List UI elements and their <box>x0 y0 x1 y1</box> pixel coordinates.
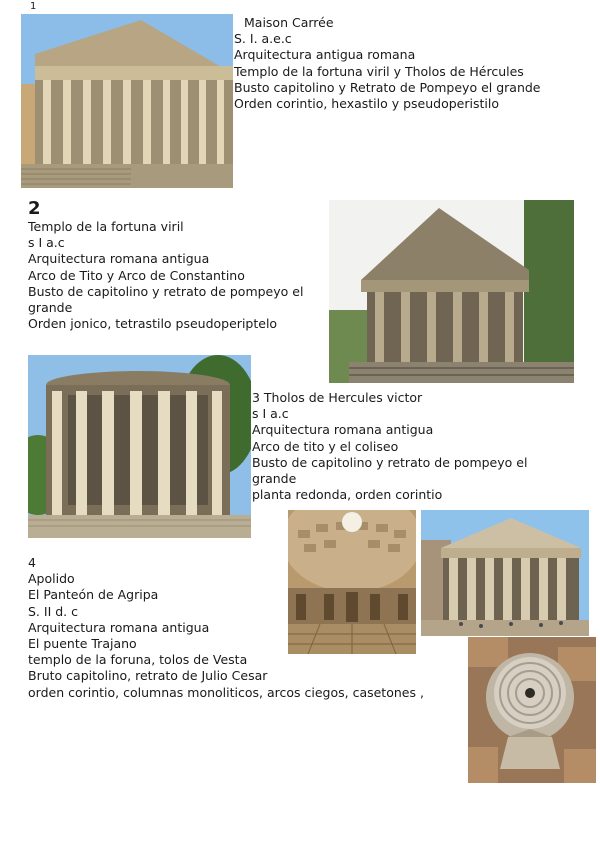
sculpture-line: Busto capitolino y Retrato de Pompeyo el grande <box>234 79 541 95</box>
title-line: Templo de la fortuna viril <box>28 219 184 234</box>
style-line: Arquitectura romana antigua <box>28 251 210 267</box>
style-line: Arquitectura romana antigua <box>252 422 434 438</box>
related-line: Arco de Tito y Arco de Constantino <box>28 267 245 283</box>
date-line: S. II d. c <box>28 603 78 619</box>
title-line: Maison Carrée <box>244 15 334 30</box>
order-line: orden corintio, columnas monoliticos, arcos ciegos, casetones , <box>28 684 424 700</box>
date-line: S. I. a.e.c <box>234 31 292 47</box>
sculpture-line-cont: grande <box>252 471 297 487</box>
date-line: s I a.c <box>28 235 65 251</box>
sculpture-line-cont: grande <box>28 300 73 316</box>
pantheon-exterior-photo <box>421 510 589 636</box>
order-line: Orden jonico, tetrastilo pseudoperiptelo <box>28 316 278 332</box>
page-number-1: 1 <box>30 1 37 12</box>
date-line: s I a.c <box>252 406 289 422</box>
related-line-1: El puente Trajano <box>28 636 137 652</box>
maison-carree-text <box>234 15 541 112</box>
style-line: Arquitectura romana antigua <box>28 619 210 635</box>
related-line-2: templo de la foruna, tolos de Vesta <box>28 652 248 668</box>
fortuna-viril-photo <box>329 200 574 383</box>
tholos-hercules-photo <box>28 355 251 538</box>
title-line: 3 Tholos de Hercules victor <box>252 390 423 405</box>
order-line: Orden corintio, hexastilo y pseudoperistilo <box>234 96 499 112</box>
order-line: planta redonda, orden corintio <box>252 487 443 503</box>
fortuna-viril-text <box>28 219 303 332</box>
related-line: Arco de tito y el coliseo <box>252 438 399 454</box>
section-number-2: 2 <box>28 198 41 219</box>
style-line: Arquitectura antigua romana <box>234 47 416 63</box>
sculpture-line: Busto de capitolino y retrato de pompeyo el <box>28 283 304 299</box>
title-line: El Panteón de Agripa <box>28 587 159 603</box>
architect-line: Apolido <box>28 571 75 587</box>
tholos-hercules-text <box>252 390 527 503</box>
related-line: Templo de la fortuna viril y Tholos de Hércules <box>234 63 524 79</box>
pantheon-text <box>28 555 424 701</box>
pantheon-aerial-photo <box>468 637 596 783</box>
maison-carree-photo <box>21 14 233 188</box>
sculpture-line: Bruto capitolino, retrato de Julio Cesar <box>28 668 268 684</box>
section-number-4: 4 <box>28 555 36 570</box>
sculpture-line: Busto de capitolino y retrato de pompeyo el <box>252 454 528 470</box>
